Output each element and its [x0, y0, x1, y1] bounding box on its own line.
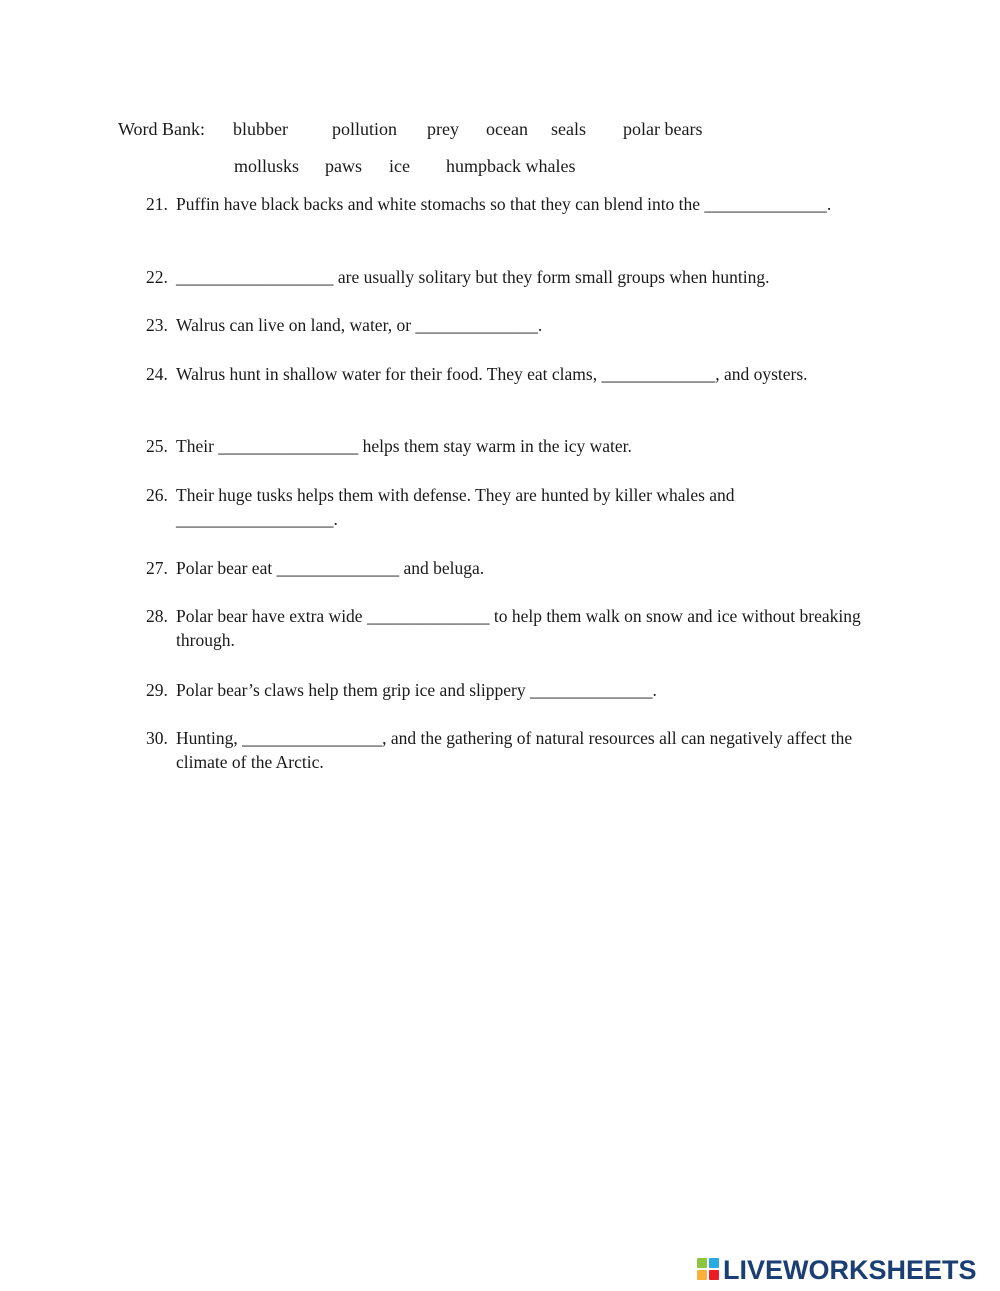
question-number: 27. [146, 558, 168, 578]
logo-block [697, 1258, 707, 1268]
word-bank-label: Word Bank: [118, 119, 206, 139]
question-text: Polar bear eat ______________ and beluga. [176, 558, 485, 578]
word-bank-item: prey [427, 119, 459, 139]
word-bank-item: pollution [332, 119, 398, 139]
question-30 [146, 726, 886, 774]
question-number: 25. [146, 436, 168, 456]
question-22 [146, 265, 886, 289]
word-bank-item: ocean [486, 119, 528, 139]
word-bank-item: polar bears [623, 119, 703, 139]
question-number: 22. [146, 267, 168, 287]
liveworksheets-logo[interactable] [697, 1255, 997, 1285]
question-text: Their ________________ helps them stay warm in the icy water. [176, 436, 632, 456]
logo-block [697, 1270, 707, 1280]
logo-block [709, 1270, 719, 1280]
question-number: 21. [146, 194, 168, 214]
question-number: 23. [146, 315, 168, 335]
question-text: Their huge tusks helps them with defense. They are hunted by killer whales and __________________. [176, 485, 735, 529]
word-bank-item: seals [551, 119, 586, 139]
word-bank-item: ice [389, 156, 410, 176]
question-number: 28. [146, 606, 168, 626]
logo-block [709, 1258, 719, 1268]
question-29 [146, 678, 886, 702]
question-23 [146, 313, 886, 337]
question-text: Polar bear have extra wide ______________ to help them walk on snow and ice without breaking through. [176, 606, 861, 650]
liveworksheets-blocks-icon [697, 1258, 721, 1282]
word-bank-item: mollusks [234, 156, 300, 176]
question-24 [146, 362, 886, 386]
word-bank-item: blubber [233, 119, 288, 139]
word-bank-item: humpback whales [446, 156, 576, 176]
question-text: Polar bear’s claws help them grip ice and slippery ______________. [176, 680, 657, 700]
question-number: 26. [146, 485, 168, 505]
question-28 [146, 604, 886, 652]
question-number: 30. [146, 728, 168, 748]
question-number: 29. [146, 680, 168, 700]
question-text: Puffin have black backs and white stomachs so that they can blend into the ______________. [176, 194, 832, 214]
question-26 [146, 483, 886, 531]
question-text: Walrus can live on land, water, or ______________. [176, 315, 543, 335]
word-bank-item: paws [325, 156, 362, 176]
question-27 [146, 556, 886, 580]
question-21 [146, 192, 886, 216]
question-text: __________________ are usually solitary but they form small groups when hunting. [176, 267, 770, 287]
logo-text: LIVEWORKSHEETS [723, 1255, 977, 1285]
question-text: Hunting, ________________, and the gathering of natural resources all can negatively affect the climate of the Arctic. [176, 728, 853, 772]
question-25 [146, 434, 886, 458]
question-text: Walrus hunt in shallow water for their food. They eat clams, _____________, and oysters. [176, 364, 808, 384]
question-number: 24. [146, 364, 168, 384]
